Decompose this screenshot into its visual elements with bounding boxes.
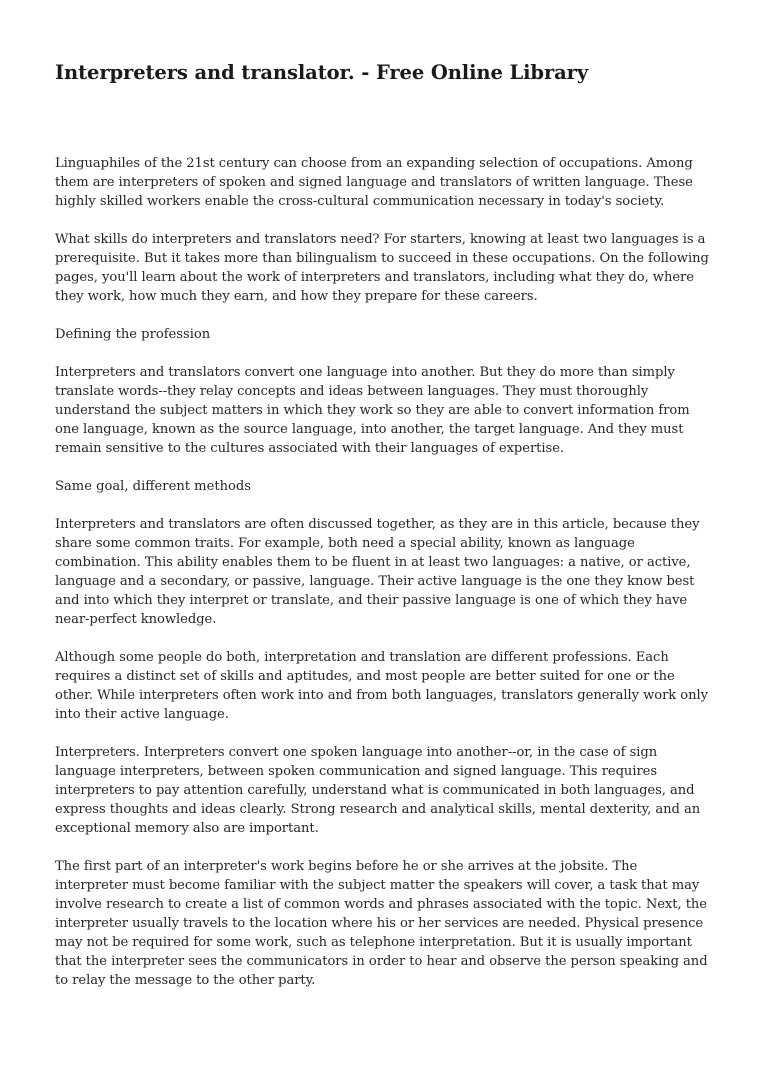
section-heading-methods: Same goal, different methods (55, 479, 252, 494)
paragraph-intro: Linguaphiles of the 21st century can choose from an expanding selection of occupations. Among them are interpreters of spoken and signed language and translators of written language. These highly skilled workers enable the cross-cultural communication necessary in today's society. (55, 156, 693, 209)
paragraph-methods: Interpreters and translators are often discussed together, as they are in this article, because they share some common traits. For example, both need a special ability, known as language combination. This ability enables them to be fluent in at least two languages: a native, or active, language and a secondary, or passive, language. Their active language is the one they know best and into which they interpret or translate, and their passive language is one of which they have near-perfect knowledge. (55, 517, 700, 627)
document-title: Interpreters and translator. - Free Online Library (55, 61, 589, 84)
paragraph-skills: What skills do interpreters and translators need? For starters, knowing at least two languages is a prerequisite. But it takes more than bilingualism to succeed in these occupations. On the following pages, you'll learn about the work of interpreters and translators, including what they do, where they work, how much they earn, and how they prepare for these careers. (55, 232, 709, 304)
paragraph-defining: Interpreters and translators convert one language into another. But they do more than simply translate words--they relay concepts and ideas between languages. They must thoroughly understand the subject matters in which they work so they are able to convert information from one language, known as the source language, into another, the target language. And they must remain sensitive to the cultures associated with their languages of expertise. (55, 365, 690, 456)
paragraph-interpreter-work: The first part of an interpreter's work begins before he or she arrives at the jobsite. The interpreter must become familiar with the subject matter the speakers will cover, a task that may involve research to create a list of common words and phrases associated with the topic. Next, the interpreter usually travels to the location where his or her services are needed. Physical presence may not be required for some work, such as telephone interpretation. But it is usually important that the interpreter sees the communicators in order to hear and observe the person speaking and to relay the message to the other party. (55, 859, 708, 988)
paragraph-interpreters: Interpreters. Interpreters convert one spoken language into another--or, in the case of sign language interpreters, between spoken communication and signed language. This requires interpreters to pay attention carefully, understand what is communicated in both languages, and express thoughts and ideas clearly. Strong research and analytical skills, mental dexterity, and an exceptional memory also are important. (55, 745, 701, 836)
paragraph-professions: Although some people do both, interpretation and translation are different professions. Each requires a distinct set of skills and aptitudes, and most people are better suited for one or the other. While interpreters often work into and from both languages, translators generally work only into their active language. (55, 650, 709, 722)
document-body (55, 154, 713, 990)
section-heading-defining: Defining the profession (55, 327, 211, 342)
